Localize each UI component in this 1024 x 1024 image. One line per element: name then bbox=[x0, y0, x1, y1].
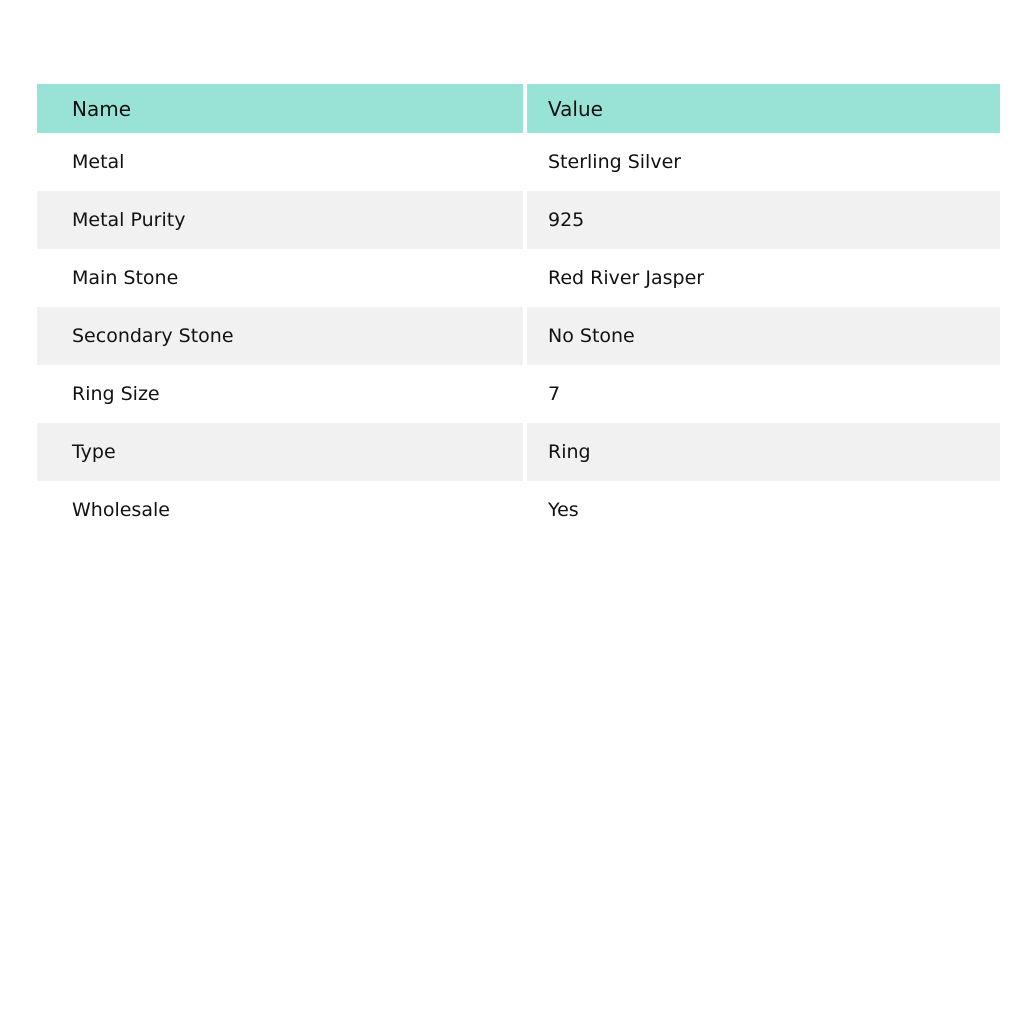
row-value-type: Ring bbox=[527, 423, 1000, 481]
row-value-metal: Sterling Silver bbox=[527, 133, 1000, 191]
row-name-secondary-stone: Secondary Stone bbox=[37, 307, 523, 365]
column-header-value: Value bbox=[527, 84, 1000, 133]
table-row bbox=[37, 481, 1000, 539]
table-row bbox=[37, 307, 1000, 365]
table-row bbox=[37, 423, 1000, 481]
row-value-wholesale: Yes bbox=[527, 481, 1000, 539]
table-row bbox=[37, 249, 1000, 307]
table-header-row bbox=[37, 84, 1000, 133]
row-name-wholesale: Wholesale bbox=[37, 481, 523, 539]
row-name-main-stone: Main Stone bbox=[37, 249, 523, 307]
row-name-ring-size: Ring Size bbox=[37, 365, 523, 423]
row-name-type: Type bbox=[37, 423, 523, 481]
row-name-metal-purity: Metal Purity bbox=[37, 191, 523, 249]
row-name-metal: Metal bbox=[37, 133, 523, 191]
column-header-name: Name bbox=[37, 84, 523, 133]
table-row bbox=[37, 133, 1000, 191]
row-value-secondary-stone: No Stone bbox=[527, 307, 1000, 365]
product-spec-table bbox=[37, 84, 1000, 539]
table-row bbox=[37, 365, 1000, 423]
row-value-main-stone: Red River Jasper bbox=[527, 249, 1000, 307]
row-value-metal-purity: 925 bbox=[527, 191, 1000, 249]
row-value-ring-size: 7 bbox=[527, 365, 1000, 423]
table-row bbox=[37, 191, 1000, 249]
